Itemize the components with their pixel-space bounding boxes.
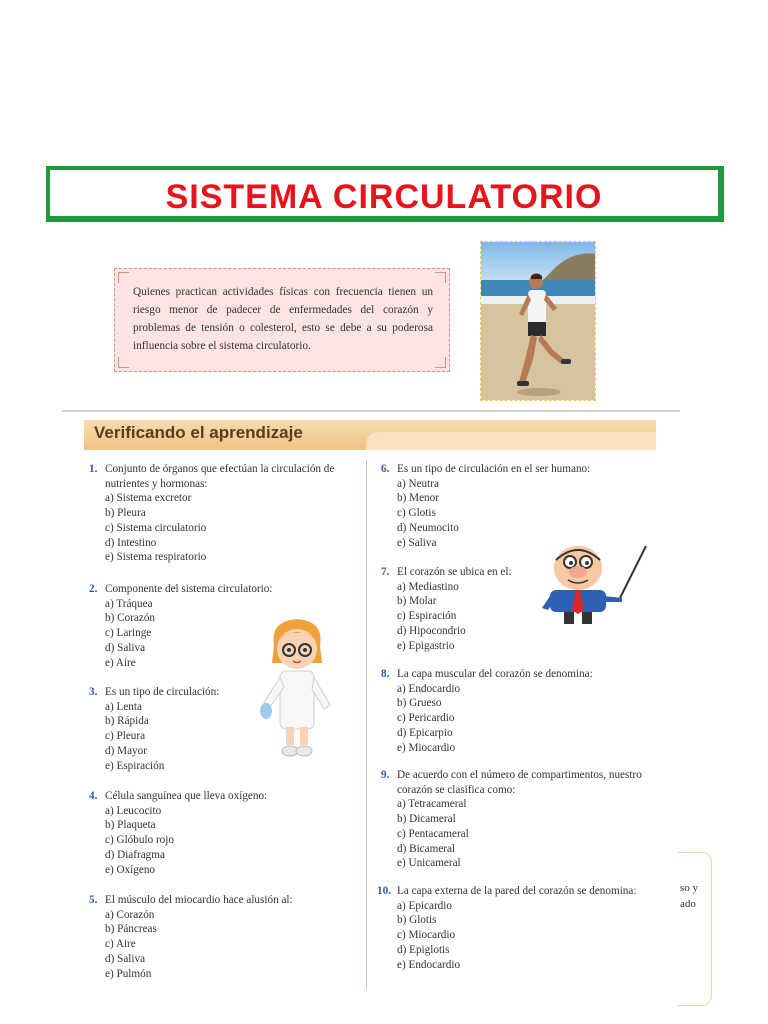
option: e) Sistema respiratorio xyxy=(105,551,207,564)
question-text: Es un tipo de circulación: xyxy=(105,686,220,698)
option: a) Endocardio xyxy=(397,682,461,695)
option: e) Epigastrio xyxy=(397,639,455,652)
question-7 xyxy=(381,565,547,653)
corner-ornament xyxy=(118,272,129,283)
question-text: Es un tipo de circulación en el ser humano: xyxy=(397,463,591,475)
corner-ornament xyxy=(435,272,446,283)
question-number: 4. xyxy=(89,790,98,802)
intro-box xyxy=(114,268,450,372)
option: c) Glotis xyxy=(397,507,436,520)
question-text: El músculo del miocardio hace alusión al: xyxy=(105,894,293,906)
option: b) Molar xyxy=(397,595,437,608)
option: e) Saliva xyxy=(397,536,437,549)
section-banner xyxy=(84,420,656,450)
question-number: 9. xyxy=(381,769,390,781)
question-10 xyxy=(377,884,659,972)
question-5 xyxy=(89,893,360,981)
question-number: 5. xyxy=(89,894,98,906)
option: e) Miocardio xyxy=(397,741,456,754)
question-text: El corazón se ubica en el: xyxy=(397,566,512,578)
question-3 xyxy=(89,685,255,773)
scientist-girl-illustration xyxy=(252,615,342,760)
title-underline xyxy=(46,219,724,222)
option: d) Mayor xyxy=(105,744,147,757)
banner-tab xyxy=(366,432,656,450)
question-number: 1. xyxy=(89,463,98,475)
option: a) Leucocito xyxy=(105,804,162,817)
question-9 xyxy=(381,768,659,871)
question-text: Célula sanguínea que lleva oxígeno: xyxy=(105,790,268,802)
option: e) Pulmón xyxy=(105,967,152,980)
option: d) Hipocondrio xyxy=(397,624,466,637)
side-text-fragment: so y xyxy=(680,882,699,894)
section-divider xyxy=(62,410,680,412)
question-text: Conjunto de órganos que efectúan la circulación de nutrientes y hormonas: xyxy=(105,463,335,490)
option: b) Menor xyxy=(397,492,439,505)
question-6 xyxy=(381,462,657,550)
option: a) Sistema excretor xyxy=(105,492,192,505)
option: b) Corazón xyxy=(105,612,156,625)
side-text-fragment: ado xyxy=(680,898,696,910)
option: d) Intestino xyxy=(105,536,157,549)
runner-photo xyxy=(480,241,596,401)
question-text: La capa muscular del corazón se denomina: xyxy=(397,668,593,680)
option: c) Glóbulo rojo xyxy=(105,834,174,847)
option: d) Neumocito xyxy=(397,521,459,534)
option: d) Saliva xyxy=(105,641,146,654)
question-number: 3. xyxy=(89,686,98,698)
intro-text: Quienes practican actividades físicas con frecuencia tienen un riesgo menor de padecer de enfermedades del corazón y problemas de tensión o colesterol, esto se debe a su poderosa influencia sobre el sistema circulatorio. xyxy=(133,286,433,352)
question-number: 2. xyxy=(89,583,98,595)
option: d) Bicameral xyxy=(397,842,456,855)
option: d) Epiglotis xyxy=(397,943,450,956)
question-8 xyxy=(381,667,657,755)
question-text: De acuerdo con el número de compartimentos, nuestro corazón se clasifica como: xyxy=(397,769,642,796)
corner-ornament xyxy=(118,357,129,368)
question-1 xyxy=(89,462,360,565)
option: d) Epicarpio xyxy=(397,726,453,739)
option: a) Corazón xyxy=(105,908,155,921)
option: e) Oxígeno xyxy=(105,863,156,876)
section-title: Verificando el aprendizaje xyxy=(94,423,303,442)
option: d) Saliva xyxy=(105,952,146,965)
corner-ornament xyxy=(435,357,446,368)
option: c) Aire xyxy=(105,938,136,951)
option: b) Páncreas xyxy=(105,923,157,936)
question-text: La capa externa de la pared del corazón se denomina: xyxy=(397,885,637,897)
option: b) Glotis xyxy=(397,914,437,927)
title-box xyxy=(46,166,724,220)
option: c) Pentacameral xyxy=(397,827,469,840)
option: a) Mediastino xyxy=(397,580,459,593)
question-4 xyxy=(89,789,360,877)
option: e) Espiración xyxy=(105,759,165,772)
option: c) Espiración xyxy=(397,610,457,623)
column-separator xyxy=(366,460,367,990)
option: c) Pleura xyxy=(105,730,146,743)
question-number: 7. xyxy=(381,566,390,578)
option: b) Plaqueta xyxy=(105,819,156,832)
side-panel-frame xyxy=(678,852,712,1006)
option: e) Unicameral xyxy=(397,857,461,870)
option: c) Pericardio xyxy=(397,712,455,725)
option: b) Pleura xyxy=(105,507,146,520)
option: a) Tráquea xyxy=(105,597,153,610)
option: d) Diafragma xyxy=(105,848,165,861)
question-number: 8. xyxy=(381,668,390,680)
option: c) Sistema circulatorio xyxy=(105,521,207,534)
professor-illustration xyxy=(542,538,652,626)
option: a) Epicardio xyxy=(397,899,452,912)
question-number: 10. xyxy=(377,885,391,897)
option: e) Endocardio xyxy=(397,958,461,971)
page-title: SISTEMA CIRCULATORIO xyxy=(165,178,603,216)
question-text: Componente del sistema circulatorio: xyxy=(105,583,273,595)
option: a) Lenta xyxy=(105,700,142,713)
option: c) Laringe xyxy=(105,627,152,640)
option: b) Rápida xyxy=(105,715,149,728)
option: b) Grueso xyxy=(397,697,442,710)
option: e) Aire xyxy=(105,656,136,669)
question-number: 6. xyxy=(381,463,390,475)
option: c) Miocardio xyxy=(397,929,456,942)
option: a) Neutra xyxy=(397,477,439,490)
option: b) Dicameral xyxy=(397,813,456,826)
option: a) Tetracameral xyxy=(397,798,467,811)
